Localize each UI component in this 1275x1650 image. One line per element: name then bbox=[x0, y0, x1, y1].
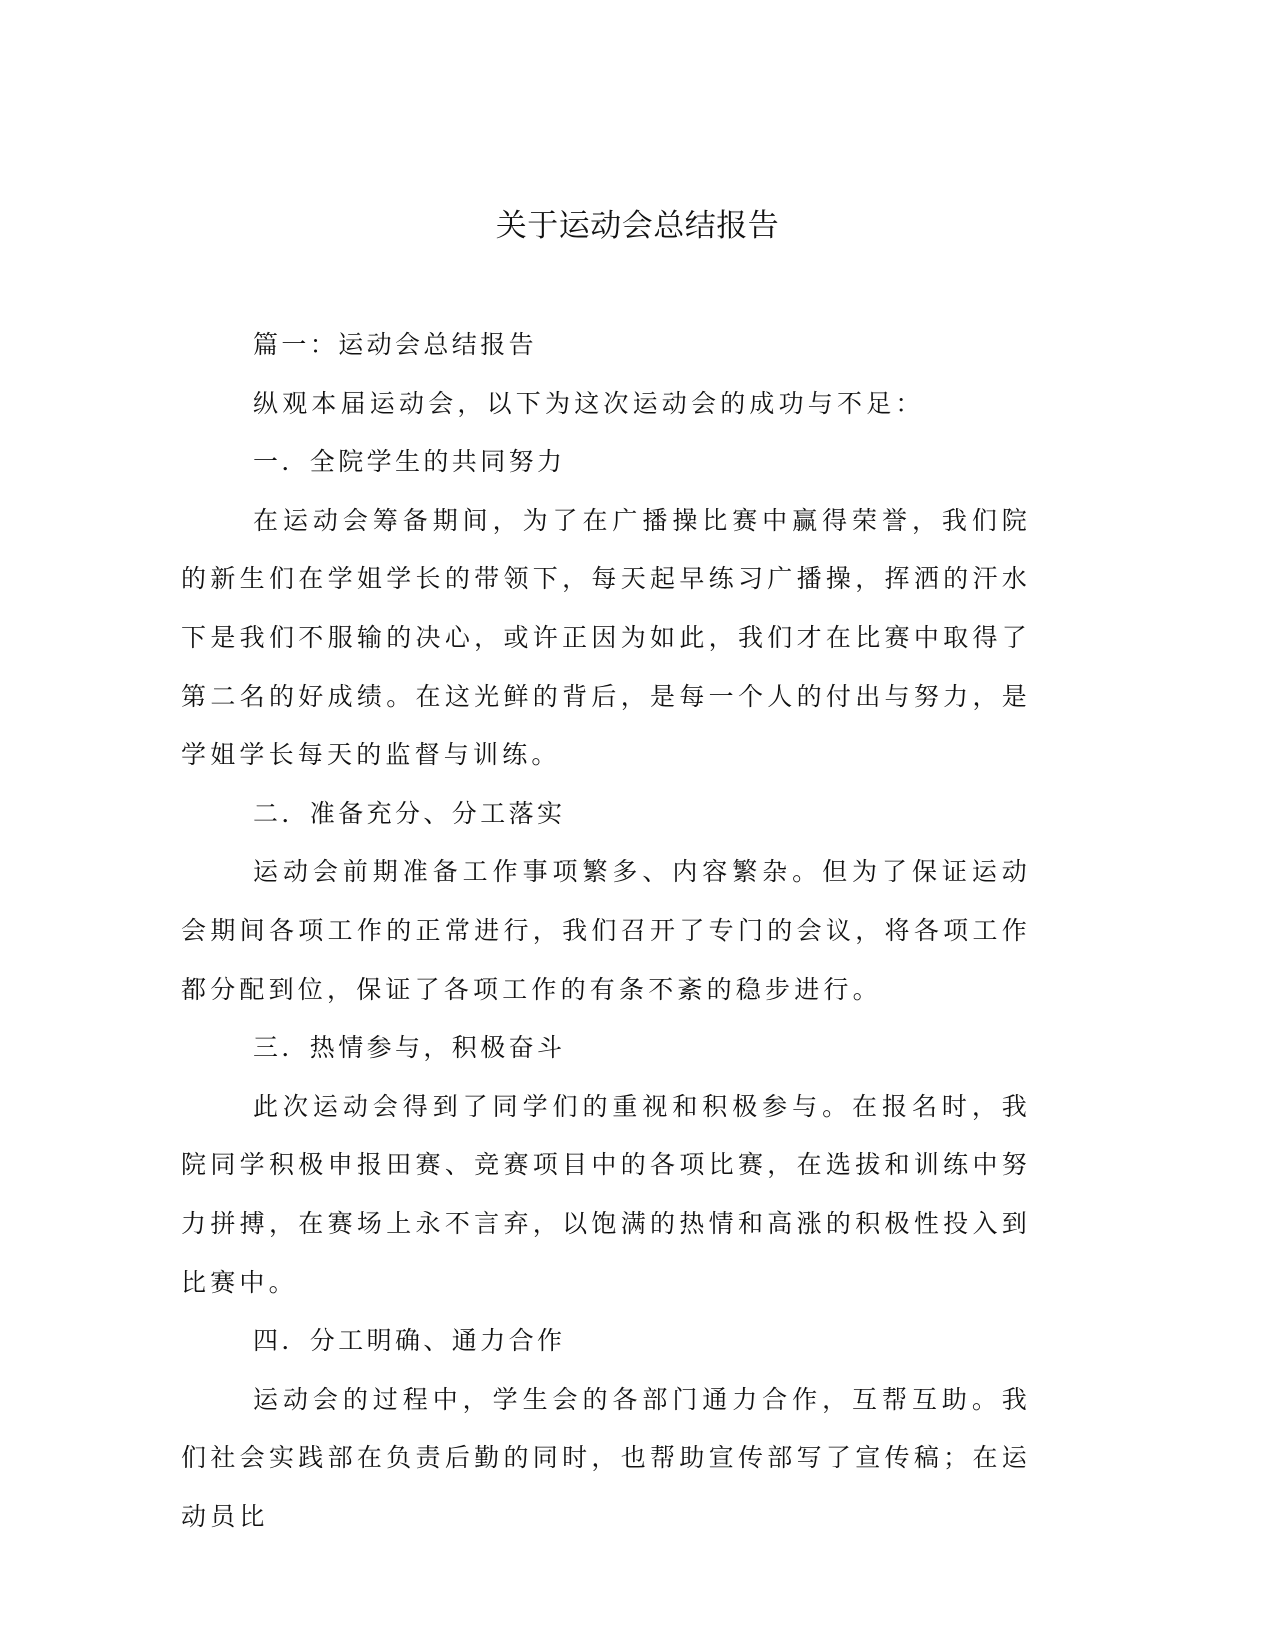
paragraph-4: 运动会的过程中，学生会的各部门通力合作，互帮互助。我们社会实践部在负责后勤的同时，也帮助宣传部写了宣传稿；在运动员比 bbox=[181, 1384, 1031, 1531]
section-heading-part-one: 篇一：运动会总结报告 bbox=[253, 330, 538, 359]
section-heading-4: 四．分工明确、通力合作 bbox=[253, 1326, 566, 1356]
document-body bbox=[181, 316, 1031, 1546]
document-title: 关于运动会总结报告 bbox=[495, 208, 780, 244]
section-heading-3: 三．热情参与，积极奋斗 bbox=[253, 1033, 566, 1063]
section-heading-2: 二．准备充分、分工落实 bbox=[253, 798, 566, 828]
paragraph-1: 在运动会筹备期间，为了在广播操比赛中赢得荣誉，我们院的新生们在学姐学长的带领下，每天起早练习广播操，挥洒的汗水下是我们不服输的决心，或许正因为如此，我们才在比赛中取得了第二名的好成绩。在这光鲜的背后，是每一个人的付出与努力，是学姐学长每天的监督与训练。 bbox=[181, 505, 1031, 770]
paragraph-3: 此次运动会得到了同学们的重视和积极参与。在报名时，我院同学积极申报田赛、竞赛项目中的各项比赛，在选拔和训练中努力拼搏，在赛场上永不言弃，以饱满的热情和高涨的积极性投入到比赛中。 bbox=[181, 1091, 1031, 1297]
paragraph-2: 运动会前期准备工作事项繁多、内容繁杂。但为了保证运动会期间各项工作的正常进行，我们召开了专门的会议，将各项工作都分配到位，保证了各项工作的有条不紊的稳步进行。 bbox=[181, 857, 1031, 1004]
section-heading-1: 一．全院学生的共同努力 bbox=[253, 447, 566, 477]
paragraph-overview: 纵观本届运动会，以下为这次运动会的成功与不足： bbox=[253, 388, 925, 418]
